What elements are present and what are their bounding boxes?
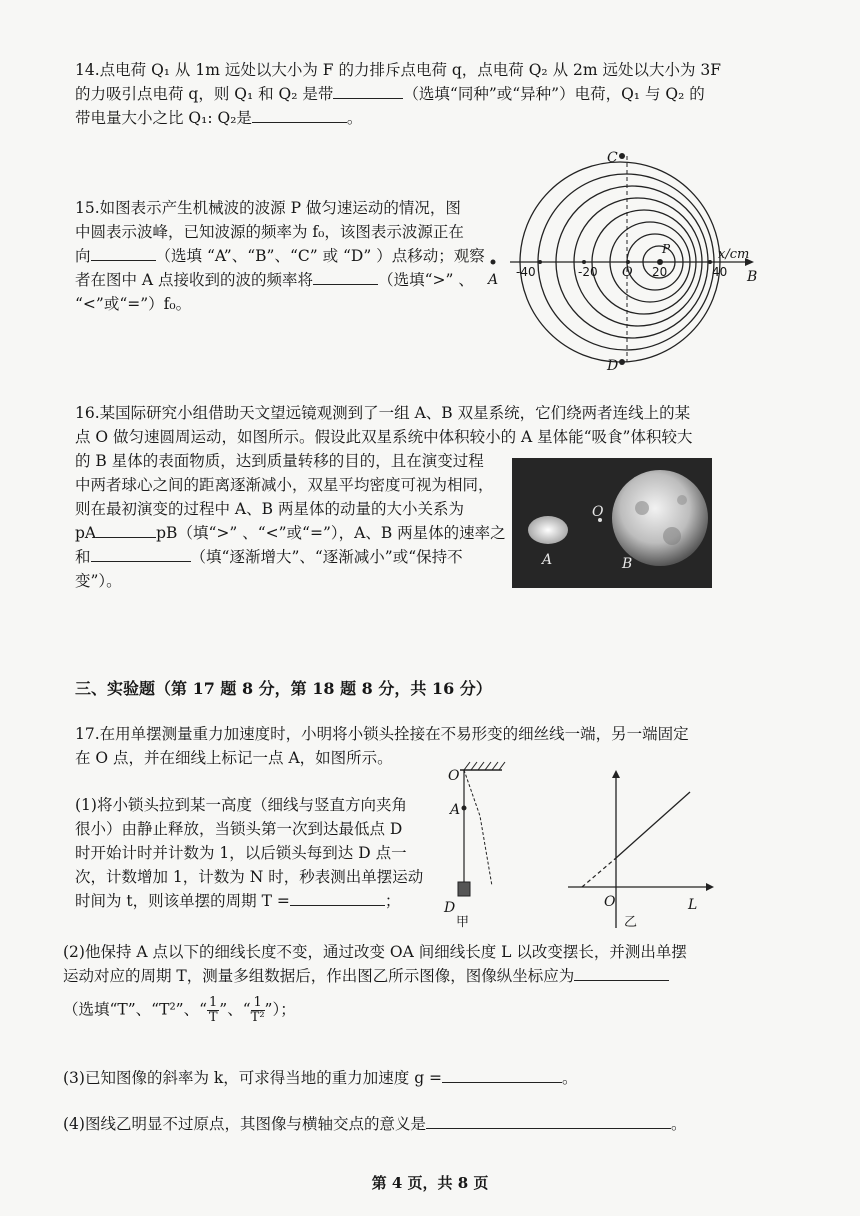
- q15-blank-2[interactable]: [313, 268, 378, 285]
- question-17-intro: [75, 722, 689, 770]
- fraction-1-over-T2: $\frac{1}{\text{T²}}$: [250, 995, 265, 1025]
- q14-line3: 带电量大小之比 Q₁: Q₂是 。: [75, 106, 721, 130]
- q14-line2: 的力吸引点电荷 q，则 Q₁ 和 Q₂ 是带 （选填“同种”或“异种”）电荷，Q₁ 与 Q₂ 的: [75, 82, 721, 106]
- mark-A: [462, 806, 467, 811]
- fraction-1-over-T: $\frac{1}{T}$: [208, 995, 218, 1025]
- q17-line2: 在 O 点，并在细线上标记一点 A，如图所示。: [75, 749, 393, 767]
- tick-40: 40: [712, 265, 728, 279]
- star-B: [612, 470, 708, 566]
- q17-part4: (4)图线乙明显不过原点，其图像与横轴交点的意义是 。: [63, 1112, 686, 1136]
- q17-part3: (3)已知图像的斜率为 k，可求得当地的重力加速度 g = 。: [63, 1066, 578, 1090]
- q16-blank-1[interactable]: [96, 521, 156, 538]
- axis-label-x: x/cm: [718, 247, 750, 262]
- q16-line8: 变”）。: [75, 572, 122, 590]
- star-A: [528, 516, 568, 544]
- label-B: B: [747, 269, 758, 285]
- q16-line6: pA pB（填“>” 、“<”或“=”），A、B 两星体的速率之: [75, 521, 692, 545]
- pendulum-label-O: O: [448, 768, 460, 784]
- q17-line1: 17.在用单摆测量重力加速度时，小明将小锁头拴接在不易形变的细丝线一端，另一端固定: [75, 725, 689, 743]
- photo-label-A: A: [542, 552, 553, 568]
- caption-jia: 甲: [456, 915, 470, 928]
- pendulum-label-A: A: [450, 802, 461, 818]
- label-A: A: [488, 272, 499, 288]
- q15-line5: “<”或“=”）f₀。: [75, 295, 192, 313]
- q14-blank-2[interactable]: [252, 106, 347, 123]
- pendulum-label-D: D: [444, 900, 456, 916]
- binary-star-photo: [512, 458, 712, 588]
- q16-line2: 点 O 做匀速圆周运动，如图所示。假设此双星系统中体积较小的 A 星体能“吸食”体积较大: [75, 428, 693, 446]
- q14-blank-1[interactable]: [333, 82, 403, 99]
- graph-label-O: O: [604, 894, 616, 910]
- wave-source-figure: [480, 142, 780, 374]
- point-C: [619, 153, 625, 159]
- q17-blank-4[interactable]: [426, 1112, 671, 1129]
- graph-label-L: L: [688, 897, 698, 913]
- point-D: [619, 359, 625, 365]
- q15-blank-1[interactable]: [91, 244, 156, 261]
- q16-line5: 则在最初演变的过程中 A、B 两星体的动量的大小关系为: [75, 500, 464, 518]
- extrapolated-line: [582, 858, 616, 887]
- label-D: D: [607, 358, 619, 374]
- q16-blank-2[interactable]: [91, 545, 191, 562]
- q17-blank-2[interactable]: [574, 964, 669, 981]
- q16-line1: 16.某国际研究小组借助天文望远镜观测到了一组 A、B 双星系统，它们绕两者连线上的某: [75, 404, 691, 422]
- graph-yi: [560, 768, 720, 932]
- tick-20: 20: [652, 265, 668, 279]
- q15-line3: 向 （选填 “A”、“B”、“C” 或 “D” ）点移动；观察: [75, 244, 485, 268]
- label-P: P: [662, 242, 671, 256]
- question-15: [75, 196, 485, 316]
- q16-line7: 和 （填“逐渐增大”、“逐渐减小”或“保持不: [75, 545, 692, 569]
- point-A: [491, 260, 496, 265]
- q15-line2: 中圆表示波峰，已知波源的频率为 f₀，该图表示波源正在: [75, 223, 464, 241]
- q17-blank-1[interactable]: [290, 889, 385, 906]
- q15-line4: 者在图中 A 点接收到的波的频率将 （选填“>” 、: [75, 268, 485, 292]
- lock-head: [458, 882, 470, 896]
- question-14: [75, 58, 721, 130]
- caption-yi: 乙: [624, 915, 638, 930]
- q17-part1: (1)将小锁头拉到某一高度（细线与竖直方向夹角 很小）由静止释放，当锁头第一次到达最低点 D 时开始计时并计数为 1，以后锁头每到达 D 点一 次，计数增加 1，计数为 N 时，秒表测出单摆运动 时间为 t，则该单摆的周期 T = ；: [75, 796, 424, 910]
- q16-line3: 的 B 星体的表面物质，达到质量转移的目的，且在演变过程: [75, 452, 484, 470]
- photo-label-O: O: [592, 504, 604, 520]
- q17-blank-3[interactable]: [442, 1066, 562, 1083]
- tick-minus-20: -20: [578, 265, 598, 279]
- swing-path: [464, 770, 492, 886]
- section-heading: 三、实验题（第 17 题 8 分，第 18 题 8 分，共 16 分）: [75, 679, 492, 698]
- graph-line: [616, 792, 690, 858]
- origin-point: [626, 260, 630, 264]
- photo-label-B: B: [622, 556, 633, 572]
- q16-line4: 中两者球心之间的距离逐渐减小，双星平均密度可视为相同，: [75, 476, 494, 494]
- q14-line1: 14.点电荷 Q₁ 从 1m 远处以大小为 F 的力排斥点电荷 q，点电荷 Q₂ 从 2m 远处以大小为 3F: [75, 61, 722, 79]
- page-footer: 第 4 页，共 8 页: [371, 1174, 489, 1192]
- tick-minus-40: -40: [516, 265, 536, 279]
- pendulum-figure: [440, 756, 510, 928]
- label-origin: O: [622, 265, 633, 280]
- q15-line1: 15.如图表示产生机械波的波源 P 做匀速运动的情况，图: [75, 199, 461, 217]
- q17-part2: (2)他保持 A 点以下的细线长度不变，通过改变 OA 间细线长度 L 以改变摆长，并测出单摆 运动对应的周期 T，测量多组数据后，作出图乙所示图像，图像纵坐标应为 （选填“T”、“T²”、“ $\frac{1}{T}$ ”、“ $\frac{1}{\text{T²}}$ ”）；: [63, 943, 687, 1025]
- label-C: C: [607, 150, 618, 166]
